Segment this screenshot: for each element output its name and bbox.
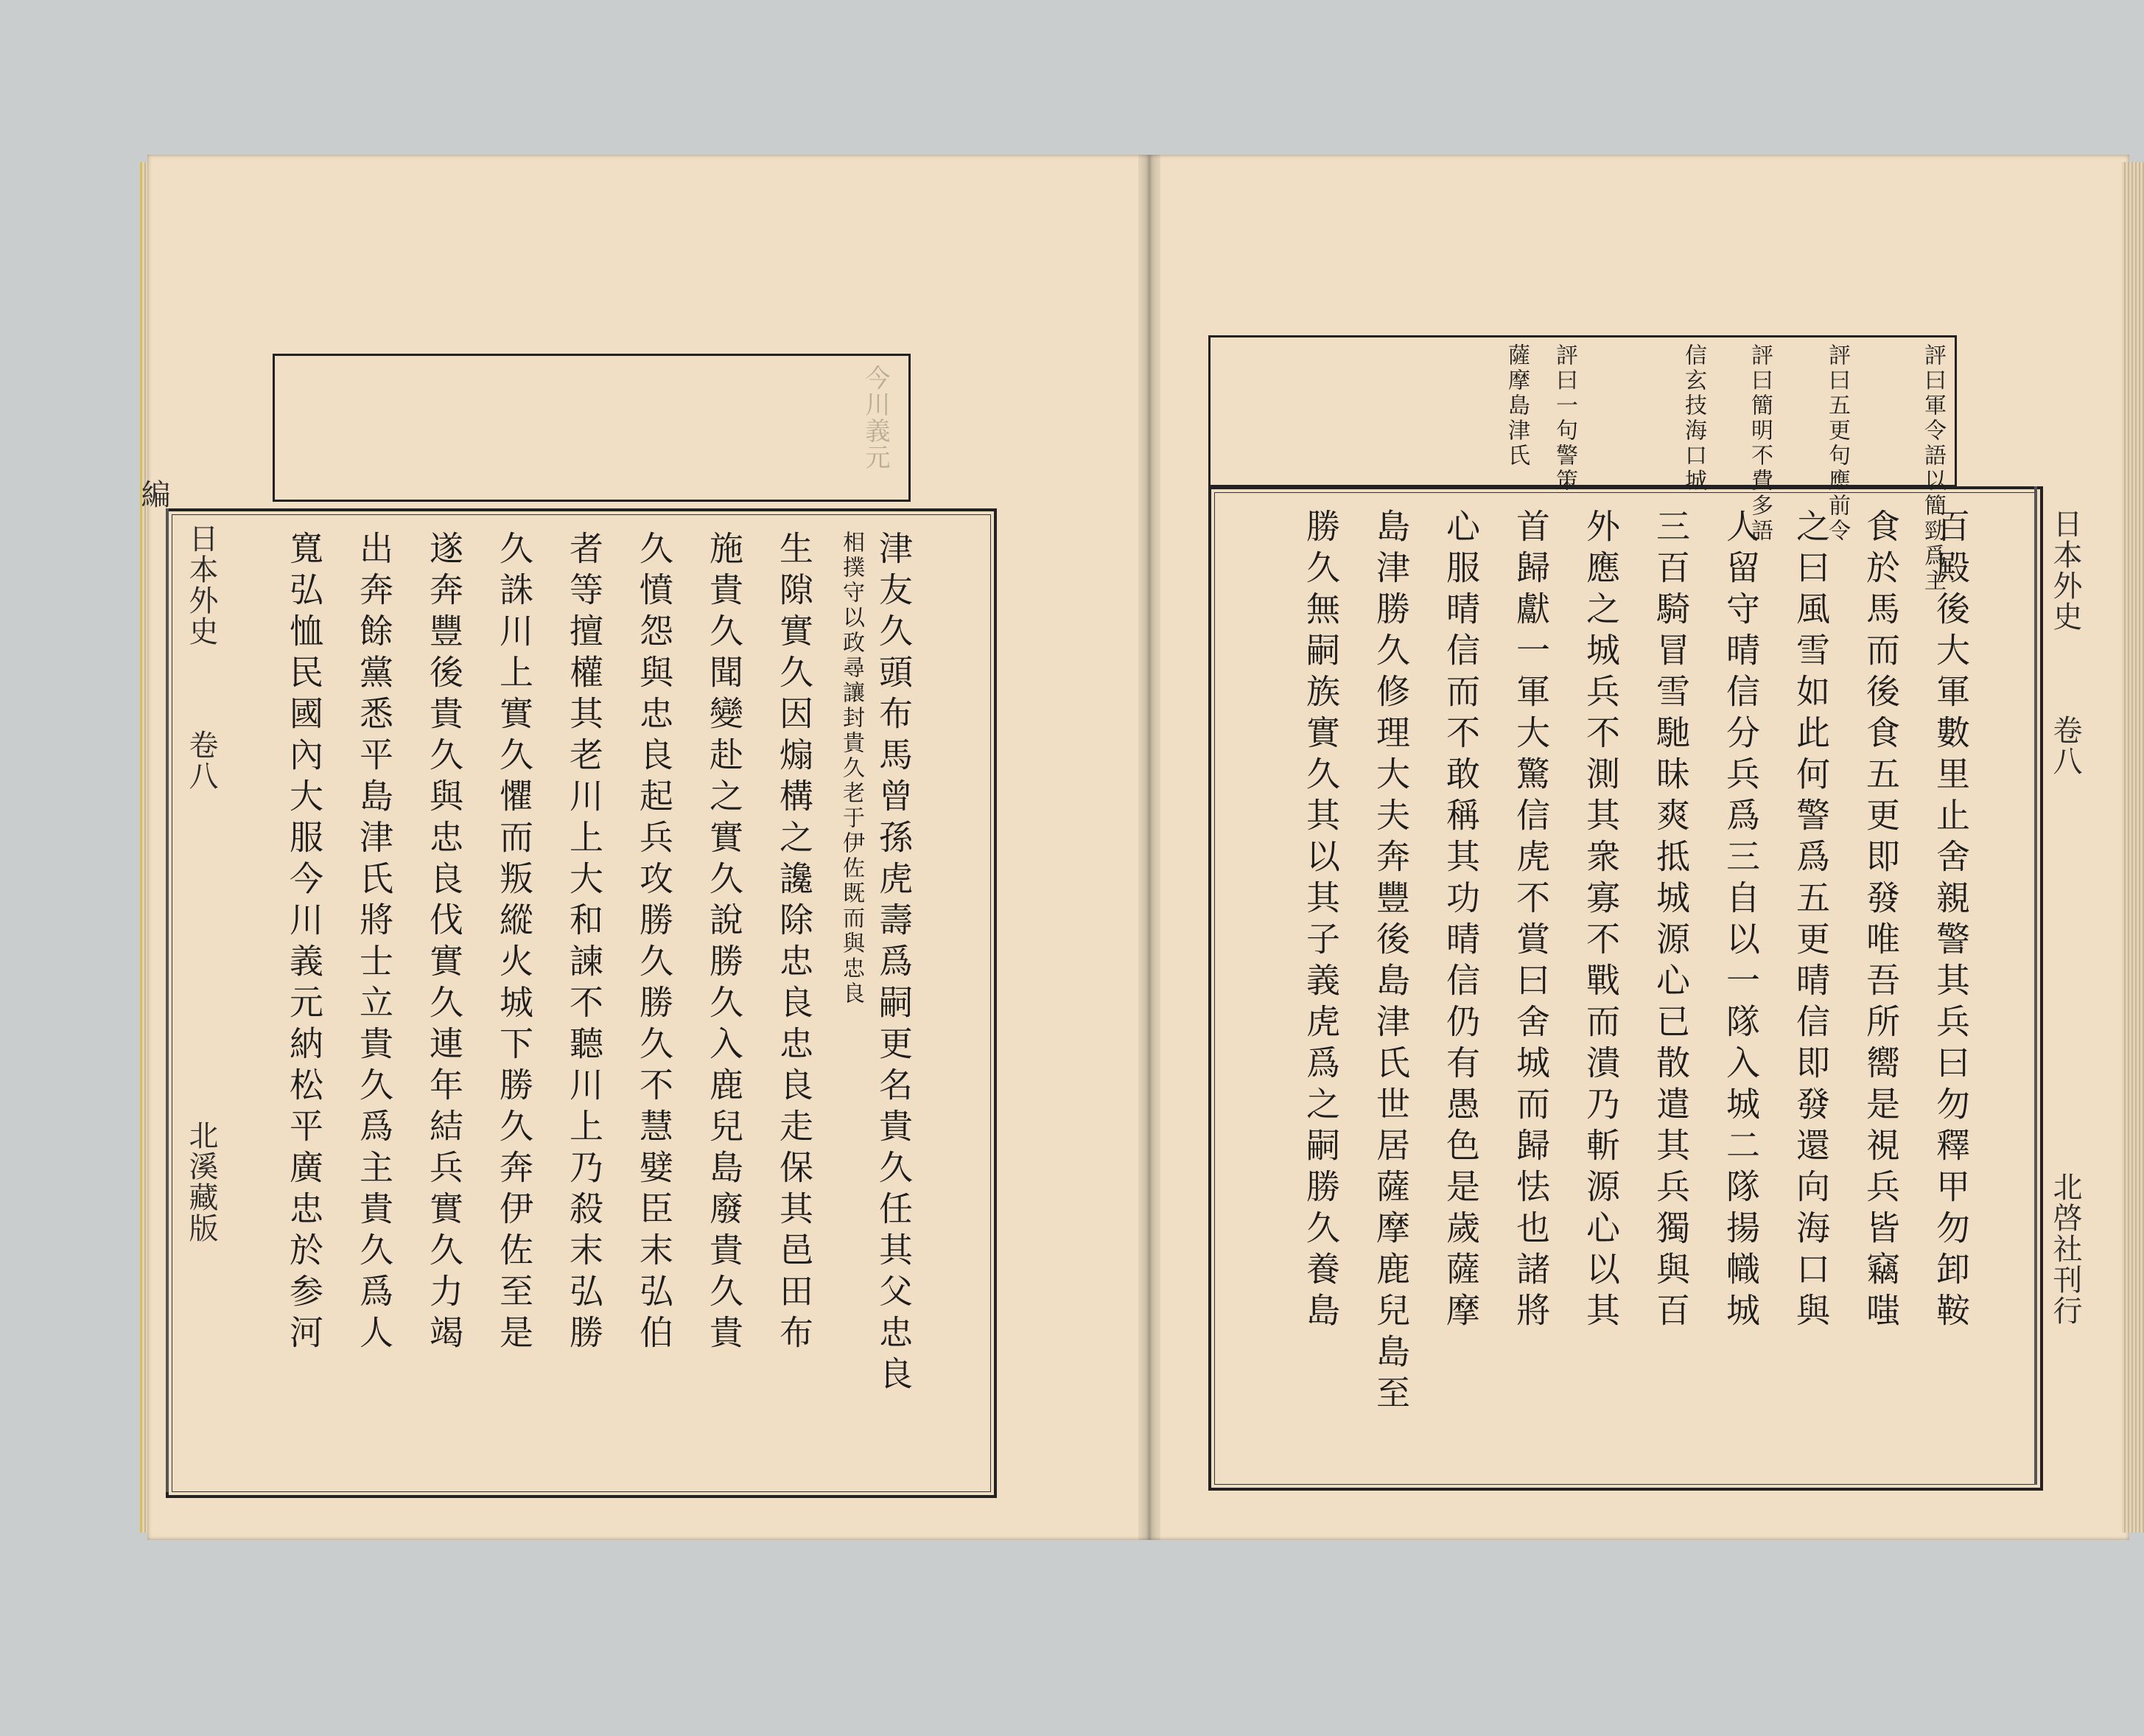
- right-header-box: [1208, 335, 1957, 594]
- text-column: 久誅川上實久懼而叛縱火城下勝久奔伊佐至是: [494, 531, 534, 1356]
- header-note: 評曰一句警策: [1552, 343, 1577, 494]
- text-column: 外應之城兵不測其衆寡不戰而潰乃斬源心以其: [1581, 508, 1621, 1334]
- text-column: 首歸獻一軍大驚信虎不賞曰舍城而歸怯也諸將: [1511, 508, 1551, 1334]
- gutter-volume: 卷八: [2048, 715, 2082, 777]
- left-header-box: [273, 354, 911, 502]
- header-note: 評曰軍令語以簡勁爲主: [1920, 343, 1946, 594]
- gutter-volume: 卷八: [184, 729, 218, 791]
- text-column: 百殿後大軍數里止舍親警其兵曰勿釋甲勿卸鞍: [1931, 508, 1971, 1334]
- text-column: 相撲守以政尋讓封貴久老于伊佐既而與忠良: [838, 531, 864, 1007]
- book-spine: [1138, 155, 1160, 1540]
- open-book: [111, 140, 2082, 1555]
- header-note: 薩摩島津氏: [1504, 343, 1530, 469]
- text-column: 島津勝久修理大夫奔豐後島津氏世居薩摩鹿兒島至: [1371, 508, 1411, 1416]
- text-column: 津友久頭布馬曾孫虎壽爲嗣更名貴久任其父忠良: [874, 531, 914, 1397]
- text-column: 心服晴信而不敢稱其功晴信仍有愚色是歲薩摩: [1441, 508, 1481, 1334]
- left-header-note: 今川義元: [861, 365, 890, 471]
- gutter-label: 編: [136, 479, 170, 510]
- gutter-rule: [166, 508, 169, 1492]
- gutter-title: 日本外史: [2048, 508, 2082, 632]
- text-column: 人留守晴信分兵爲三自以一隊入城二隊揚幟城: [1721, 508, 1761, 1334]
- text-column: 施貴久聞變赴之實久說勝久入鹿兒島廢貴久貴: [704, 531, 744, 1356]
- text-column: 勝久無嗣族實久其以其子義虎爲之嗣勝久養島: [1301, 508, 1341, 1334]
- gutter-rule: [2034, 486, 2037, 1485]
- text-column: 遂奔豐後貴久與忠良伐實久連年結兵實久力竭: [424, 531, 464, 1356]
- header-note: 信玄技海口城: [1681, 343, 1706, 494]
- gutter-footer: 北溪藏版: [184, 1120, 218, 1244]
- text-column: 者等擅權其老川上大和諫不聽川上乃殺末弘勝: [564, 531, 604, 1356]
- text-column: 食於馬而後食五更即發唯吾所嚮是視兵皆竊嗤: [1861, 508, 1901, 1334]
- text-column: 三百騎冒雪馳昧爽抵城源心已散遣其兵獨與百: [1651, 508, 1691, 1334]
- text-column: 生隙實久因煽構之讒除忠良忠良走保其邑田布: [774, 531, 814, 1356]
- gutter-footer: 北啓社刊行: [2048, 1172, 2082, 1326]
- header-note: 評曰簡明不費多語: [1747, 343, 1773, 544]
- text-column: 出奔餘黨悉平島津氏將士立貴久爲主貴久爲人: [354, 531, 394, 1356]
- text-column: 之曰風雪如此何警爲五更晴信即發還向海口與: [1791, 508, 1831, 1334]
- gutter-title: 日本外史: [184, 523, 218, 647]
- text-column: 久憤怨與忠良起兵攻勝久勝久不慧嬖臣末弘伯: [634, 531, 674, 1356]
- page-edges-right: [2122, 162, 2144, 1533]
- text-column: 寬弘恤民國內大服今川義元納松平廣忠於参河: [284, 531, 324, 1356]
- header-note: 評曰五更句應前令: [1824, 343, 1850, 544]
